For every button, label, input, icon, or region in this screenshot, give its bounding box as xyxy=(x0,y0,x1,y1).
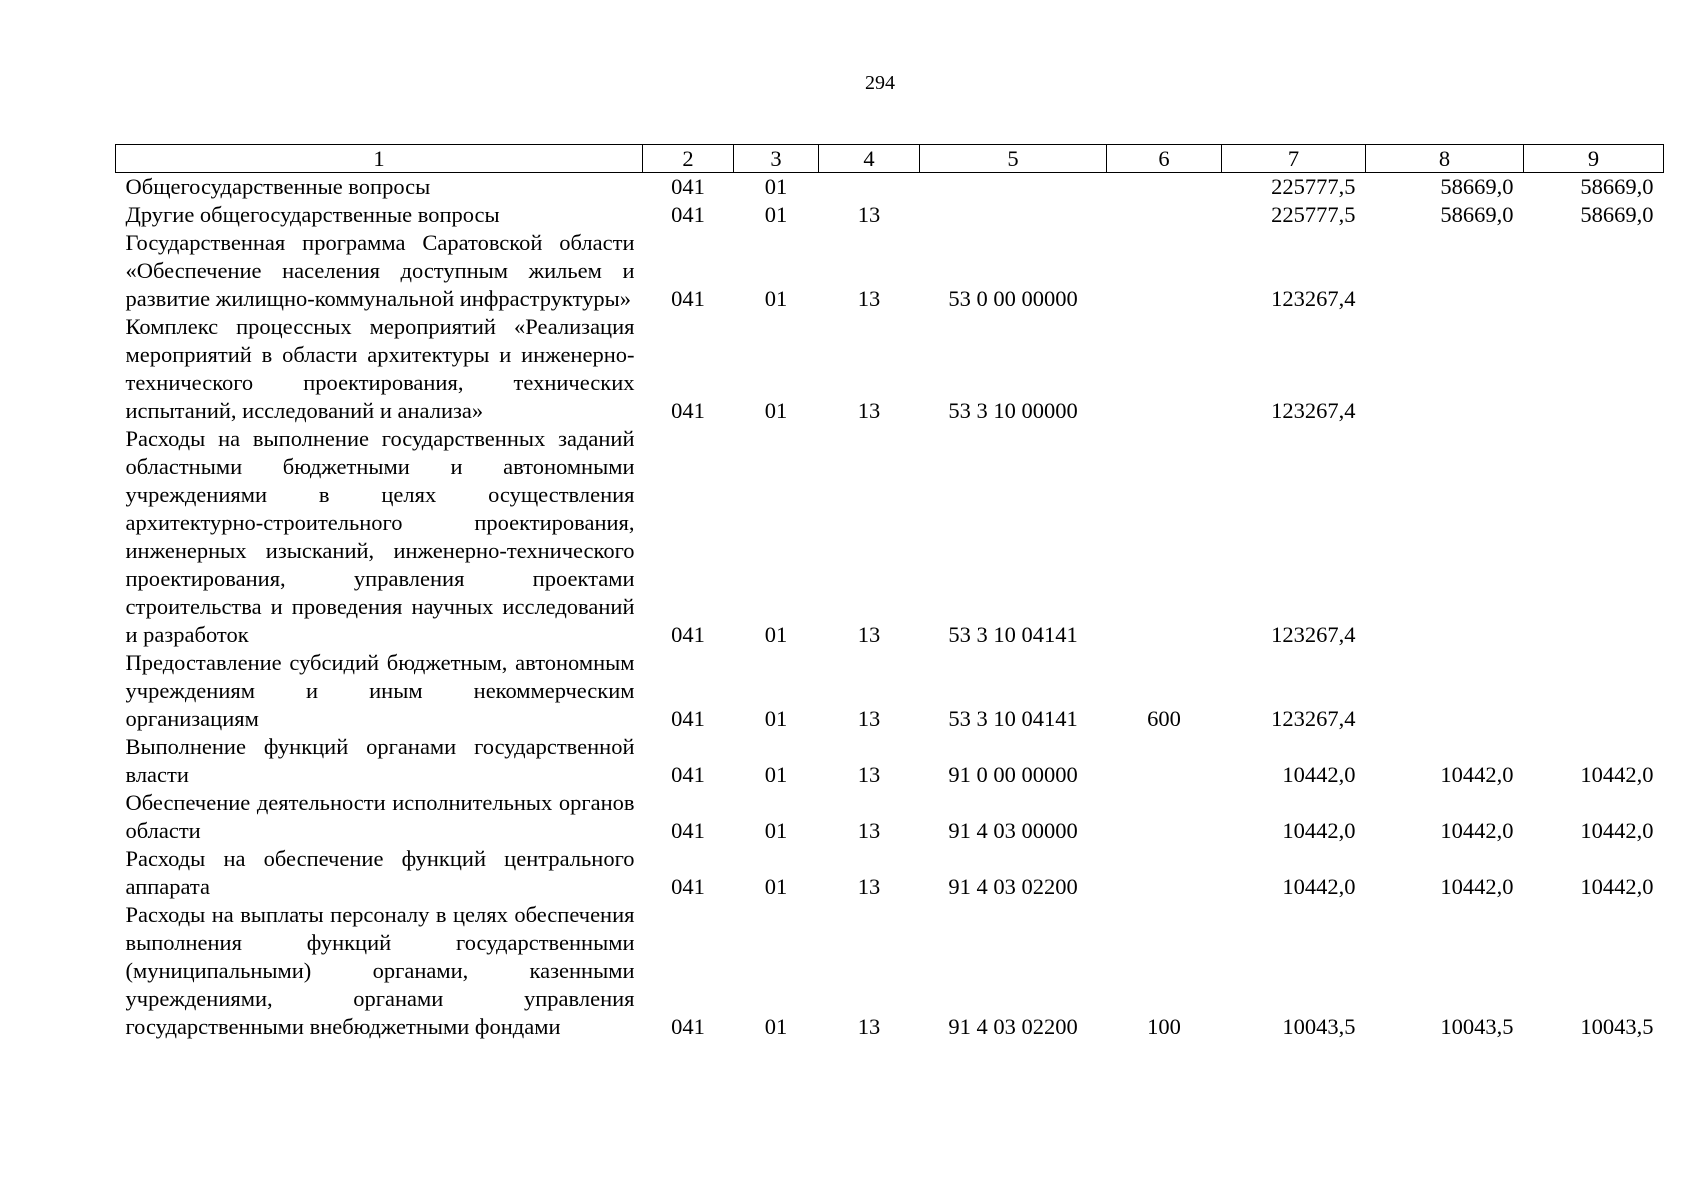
row-amount-8: 58669,0 xyxy=(1440,202,1514,227)
table-row xyxy=(116,845,1664,901)
row-amount-8 xyxy=(1366,425,1524,649)
row-ministry-code: 041 xyxy=(671,818,705,843)
row-target-code: 91 4 03 02200 xyxy=(948,1014,1078,1039)
row-subsection-code: 13 xyxy=(857,874,881,899)
table-row xyxy=(116,901,1664,1041)
row-amount-7: 10442,0 xyxy=(1282,818,1356,843)
header-col-9: 9 xyxy=(1524,145,1664,173)
row-expense-type xyxy=(1107,173,1222,202)
row-section-code: 01 xyxy=(764,706,788,731)
header-col-7: 7 xyxy=(1222,145,1366,173)
row-expense-type: 600 xyxy=(1147,706,1181,731)
table-row xyxy=(116,649,1664,733)
row-amount-9: 58669,0 xyxy=(1580,202,1654,227)
row-expense-type xyxy=(1107,733,1222,789)
row-target-code: 53 3 10 04141 xyxy=(948,622,1078,647)
row-subsection-code: 13 xyxy=(857,202,881,227)
row-section-code: 01 xyxy=(764,622,788,647)
row-amount-8: 10442,0 xyxy=(1440,874,1514,899)
row-amount-8 xyxy=(1366,649,1524,733)
row-expense-type xyxy=(1107,425,1222,649)
row-subsection-code: 13 xyxy=(857,622,881,647)
table-row xyxy=(116,733,1664,789)
row-subsection-code xyxy=(819,173,920,202)
header-col-1: 1 xyxy=(116,145,643,173)
row-ministry-code: 041 xyxy=(671,762,705,787)
table-row xyxy=(116,789,1664,845)
row-amount-7: 10442,0 xyxy=(1282,762,1356,787)
row-subsection-code: 13 xyxy=(857,398,881,423)
row-ministry-code: 041 xyxy=(671,1014,705,1039)
row-amount-7: 10442,0 xyxy=(1282,874,1356,899)
row-amount-9 xyxy=(1524,425,1664,649)
row-subsection-code: 13 xyxy=(857,706,881,731)
row-description: Общегосударственные вопросы xyxy=(125,174,431,199)
row-target-code: 53 3 10 04141 xyxy=(948,706,1078,731)
row-section-code: 01 xyxy=(764,1014,788,1039)
row-amount-7: 123267,4 xyxy=(1271,398,1356,423)
row-amount-7: 123267,4 xyxy=(1271,286,1356,311)
row-ministry-code: 041 xyxy=(671,202,705,227)
row-target-code: 91 4 03 00000 xyxy=(948,818,1078,843)
header-col-6: 6 xyxy=(1107,145,1222,173)
row-amount-9 xyxy=(1524,313,1664,425)
row-amount-8: 58669,0 xyxy=(1440,174,1514,199)
row-amount-8 xyxy=(1366,313,1524,425)
row-section-code: 01 xyxy=(764,874,788,899)
row-ministry-code: 041 xyxy=(671,706,705,731)
row-amount-8 xyxy=(1366,229,1524,313)
header-col-4: 4 xyxy=(819,145,920,173)
budget-table xyxy=(115,144,1664,1041)
row-amount-7: 123267,4 xyxy=(1271,706,1356,731)
row-target-code: 53 0 00 00000 xyxy=(948,286,1078,311)
row-description: Комплекс процессных мероприятий «Реализация мероприятий в области архитектуры и инженерно-технического проектирования, технических испытаний, исследований и анализа» xyxy=(125,314,635,423)
header-col-3: 3 xyxy=(734,145,819,173)
row-target-code: 91 0 00 00000 xyxy=(948,762,1078,787)
row-ministry-code: 041 xyxy=(671,398,705,423)
table-row xyxy=(116,229,1664,313)
row-section-code: 01 xyxy=(764,398,788,423)
header-col-2: 2 xyxy=(643,145,734,173)
table-row xyxy=(116,173,1664,202)
row-amount-9 xyxy=(1524,649,1664,733)
row-ministry-code: 041 xyxy=(671,622,705,647)
row-target-code: 53 3 10 00000 xyxy=(948,398,1078,423)
row-section-code: 01 xyxy=(764,286,788,311)
row-expense-type xyxy=(1107,313,1222,425)
row-amount-9: 10442,0 xyxy=(1580,762,1654,787)
row-description: Расходы на обеспечение функций центрального аппарата xyxy=(125,846,635,899)
row-amount-7: 225777,5 xyxy=(1271,202,1356,227)
row-amount-9 xyxy=(1524,229,1664,313)
row-target-code xyxy=(920,201,1107,229)
row-expense-type xyxy=(1107,845,1222,901)
row-subsection-code: 13 xyxy=(857,762,881,787)
row-amount-7: 10043,5 xyxy=(1282,1014,1356,1039)
row-ministry-code: 041 xyxy=(671,874,705,899)
row-description: Расходы на выполнение государственных заданий областными бюджетными и автономными учреждениями в целях осуществления архитектурно-строительного проектирования, инженерных изысканий, инженерно-технического проектирования, управления проектами строительства и проведения научных исследований и разработок xyxy=(125,426,635,647)
row-expense-type xyxy=(1107,201,1222,229)
header-col-5: 5 xyxy=(920,145,1107,173)
row-target-code: 91 4 03 02200 xyxy=(948,874,1078,899)
table-row xyxy=(116,425,1664,649)
table-row xyxy=(116,201,1664,229)
row-subsection-code: 13 xyxy=(857,818,881,843)
row-description: Обеспечение деятельности исполнительных органов области xyxy=(125,790,635,843)
row-description: Выполнение функций органами государственной власти xyxy=(125,734,635,787)
row-section-code: 01 xyxy=(764,762,788,787)
row-amount-8: 10442,0 xyxy=(1440,818,1514,843)
row-expense-type xyxy=(1107,789,1222,845)
row-amount-9: 10442,0 xyxy=(1580,818,1654,843)
row-amount-9: 10442,0 xyxy=(1580,874,1654,899)
row-section-code: 01 xyxy=(764,202,788,227)
header-col-8: 8 xyxy=(1366,145,1524,173)
page-number: 294 xyxy=(865,72,895,94)
row-section-code: 01 xyxy=(764,818,788,843)
row-expense-type: 100 xyxy=(1147,1014,1181,1039)
table-header xyxy=(116,145,1664,173)
row-amount-9: 10043,5 xyxy=(1580,1014,1654,1039)
row-description: Расходы на выплаты персоналу в целях обеспечения выполнения функций государственными (муниципальными) органами, казенными учреждениями, органами управления государственными внебюджетными фондами xyxy=(125,902,635,1039)
row-subsection-code: 13 xyxy=(857,286,881,311)
row-expense-type xyxy=(1107,229,1222,313)
row-amount-8: 10442,0 xyxy=(1440,762,1514,787)
row-amount-8: 10043,5 xyxy=(1440,1014,1514,1039)
row-amount-9: 58669,0 xyxy=(1580,174,1654,199)
row-target-code xyxy=(920,173,1107,202)
table-row xyxy=(116,313,1664,425)
row-section-code: 01 xyxy=(764,174,788,199)
row-description: Другие общегосударственные вопросы xyxy=(125,202,500,227)
row-description: Предоставление субсидий бюджетным, автономным учреждениям и иным некоммерческим организациям xyxy=(125,650,635,731)
row-ministry-code: 041 xyxy=(671,174,705,199)
header-row xyxy=(116,145,1664,173)
row-description: Государственная программа Саратовской области «Обеспечение населения доступным жильем и развитие жилищно-коммунальной инфраструктуры» xyxy=(125,230,635,311)
row-amount-7: 225777,5 xyxy=(1271,174,1356,199)
row-subsection-code: 13 xyxy=(857,1014,881,1039)
table-body xyxy=(116,173,1664,1042)
row-ministry-code: 041 xyxy=(671,286,705,311)
row-amount-7: 123267,4 xyxy=(1271,622,1356,647)
